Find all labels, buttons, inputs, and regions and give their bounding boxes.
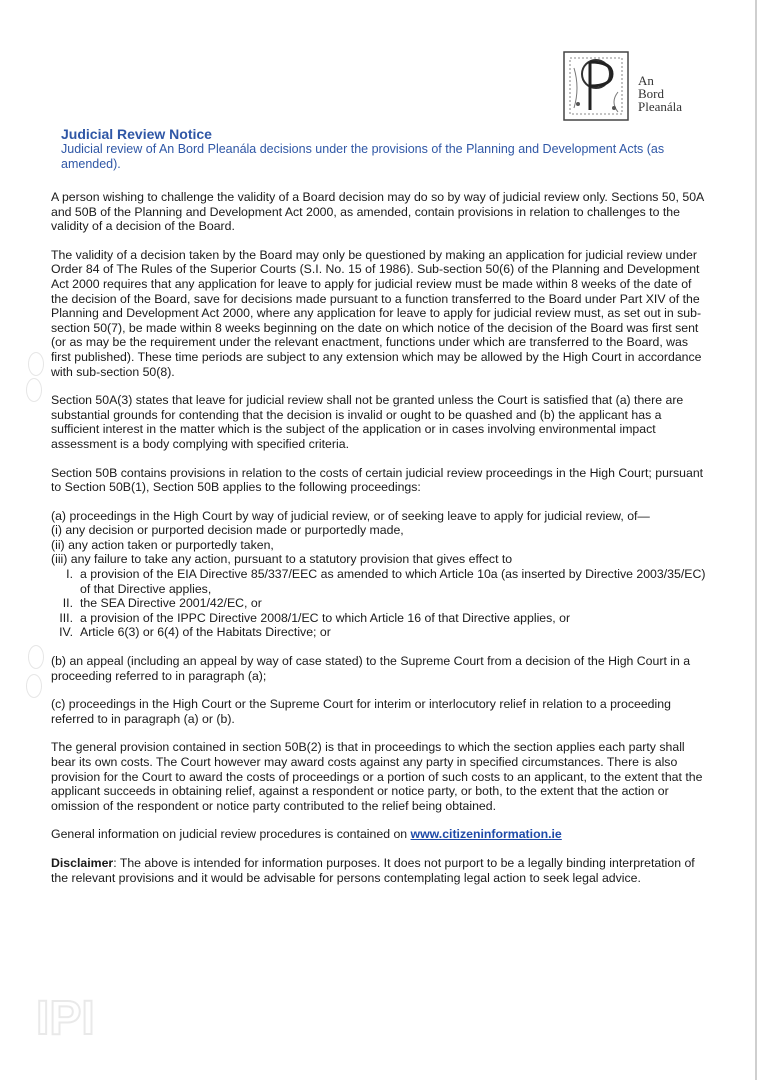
paragraph-costs: The general provision contained in section 50B(2) is that in proceedings to which the section applies each party shall bear its own costs. The Court however may award costs against any party in specified circumstances. There is also provision for the Court to award the costs of proceedings or a portion of such costs to an applicant, to the extent that the applicant succeeds in obtaining relief, against a respondent or notice party, or both, to the extent that the action or omission of the respondent or notice party contributed to the relief being obtained. (51, 740, 703, 813)
paragraph-interim-c: (c) proceedings in the High Court or the Supreme Court for interim or interlocutory relief in relation to a proceeding referred to in paragraph (a) or (b). (51, 697, 671, 726)
an-bord-pleanala-logo (560, 48, 700, 124)
paragraph-appeal-b: (b) an appeal (including an appeal by way of case stated) to the Supreme Court from a decision of the High Court in a proceeding referred to in paragraph (a); (51, 654, 691, 683)
scan-artifact (28, 645, 44, 669)
paragraph-time-limits: The validity of a decision taken by the Board may only be questioned by making an application for judicial review under Order 84 of The Rules of the Superior Courts (S.I. No. 15 of 1986). Sub-section 50(6) of the Planning and Development Act 2000 requires that any application for leave to apply for judicial review must be made within 8 weeks of the date of the decision of the Board, save for decisions made pursuant to a function transferred to the Board under Part XIV of the Planning and Development Act 2000, where any application for leave to apply for judicial review must, as set out in sub-section 50(7), be made within 8 weeks beginning on the date on which notice of the decision of the Board was first sent (or as may be the requirement under the relevant enactment, functions under which are transferred to the Board, was first published). These time periods are subject to any extension which may be allowed by the High Court in accordance with sub-section 50(8). (51, 247, 702, 379)
scan-artifact (26, 378, 42, 402)
paragraph-section-50a: Section 50A(3) states that leave for judicial review shall not be granted unless the Court is satisfied that (a) there are substantial grounds for contending that the decision is invalid or ought to be quashed and (b) the applicant has a sufficient interest in the matter which is the subject of the application or in cases involving environmental impact assessment is a body complying with specified criteria. (51, 393, 684, 451)
list-item-number: II. (62, 596, 73, 611)
logo-monogram-icon (560, 48, 632, 124)
list-item-number: IV. (59, 625, 73, 640)
general-info-text: General information on judicial review procedures is contained on (51, 827, 411, 842)
paragraph-section-50b: Section 50B contains provisions in relation to the costs of certain judicial review proceedings in the High Court; pursuant to Section 50B(1), Section 50B applies to the following proceedings: (51, 465, 704, 495)
notice-subtitle: Judicial review of An Bord Pleanála decisions under the provisions of the Planning and Development Acts (as amended). (61, 142, 665, 171)
list-item-a-iii: (iii) any failure to take any action, pursuant to a statutory provision that gives effect to (51, 552, 513, 567)
list-item (51, 567, 707, 596)
logo-line-2: Bord (638, 86, 664, 101)
scan-artifact (28, 352, 44, 376)
proceedings-list-a (51, 509, 707, 567)
paragraph-general-info (51, 827, 707, 842)
scan-artifact (26, 674, 42, 698)
list-item-a-i: (i) any decision or purported decision made or purportedly made, (51, 523, 404, 538)
list-item (51, 611, 707, 626)
list-item (51, 596, 707, 611)
disclaimer-text: : The above is intended for information purposes. It does not purport to be a legally binding interpretation of the relevant provisions and it would be advisable for persons contemplating legal action to seek legal advice. (51, 855, 695, 885)
citizen-information-link[interactable]: www.citizeninformation.ie (410, 827, 562, 842)
paragraph-validity-challenge: A person wishing to challenge the validity of a Board decision may do so by way of judicial review only. Sections 50, 50A and 50B of the Planning and Development Act 2000, as amended, contain provisions in relation to challenges to the validity of a decision of the Board. (51, 190, 704, 234)
list-item-text: Article 6(3) or 6(4) of the Habitats Directive; or (80, 625, 331, 640)
disclaimer-label: Disclaimer (51, 855, 114, 870)
list-item-text: the SEA Directive 2001/42/EC, or (80, 596, 262, 611)
list-item-text: a provision of the IPPC Directive 2008/1/EC to which Article 16 of that Directive applies, or (80, 610, 571, 625)
directive-list (51, 567, 707, 640)
list-item-text: a provision of the EIA Directive 85/337/EEC as amended to which Article 10a (as inserted by Directive 2003/35/EC) of that Directive applies, (80, 567, 706, 596)
logo-line-1: An (638, 73, 654, 88)
notice-title: Judicial Review Notice (61, 126, 212, 142)
list-item-a-intro: (a) proceedings in the High Court by way of judicial review, or of seeking leave to apply for judicial review, of— (51, 508, 650, 523)
page-edge-line (755, 0, 757, 1080)
paragraph-disclaimer (51, 856, 707, 885)
notice-header (61, 126, 711, 172)
logo-wordmark (638, 74, 682, 113)
list-item-number: III. (59, 610, 73, 625)
ipi-watermark-logo (34, 990, 114, 1042)
logo-line-3: Pleanála (638, 99, 683, 114)
list-item-a-ii: (ii) any action taken or purportedly taken, (51, 537, 274, 552)
notice-body (51, 190, 707, 899)
watermark-text: IPI (36, 992, 95, 1042)
list-item (51, 625, 707, 640)
list-item-number: I. (66, 567, 73, 582)
